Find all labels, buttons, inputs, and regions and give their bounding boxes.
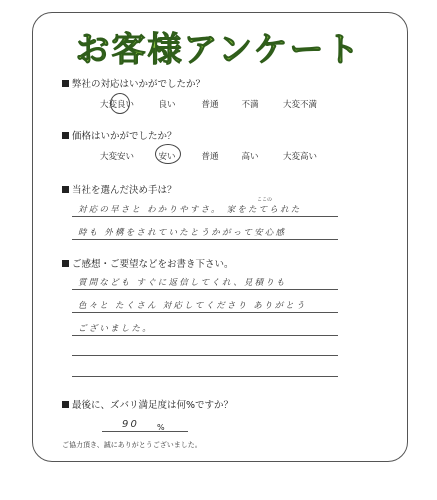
question-reason — [62, 182, 177, 196]
question-satisfaction-label: 最後に、ズバリ満足度は何%ですか？ — [72, 400, 234, 411]
answer-line — [72, 216, 338, 217]
question-satisfaction — [62, 397, 233, 411]
question-comments-label: ご感想・ご要望などをお書き下さい。 — [72, 259, 234, 270]
question-comments — [62, 256, 234, 270]
option-good[interactable]: 良い — [158, 100, 176, 110]
handwritten-note-small: ここの — [257, 197, 273, 203]
answer-line — [72, 355, 338, 356]
bullet-icon — [62, 186, 69, 193]
option-normal[interactable]: 普通 — [201, 100, 219, 110]
bullet-icon — [62, 260, 69, 267]
survey-title: お客様アンケート — [75, 30, 362, 70]
answer-line — [72, 289, 338, 290]
handwritten-reason-line-2: 時も 外構をされていたとうかがって安心感 — [78, 228, 287, 238]
question-reason-label: 当社を選んだ決め手は？ — [72, 185, 177, 196]
bullet-icon — [62, 132, 69, 139]
selection-circle — [155, 144, 181, 164]
option-cheap[interactable]: 安い — [158, 152, 176, 162]
option-very-dissatisfied[interactable]: 大変不満 — [282, 100, 318, 110]
selection-circle — [110, 93, 130, 114]
answer-line — [72, 376, 338, 377]
answer-line — [72, 312, 338, 313]
handwritten-comment-line-2: 色々と たくさん 対応してくださり ありがとう — [78, 301, 307, 311]
handwritten-reason-line-1: 対応の早さと わかりやすさ。 家をたてられた — [78, 205, 302, 215]
handwritten-comment-line-1: 質問なども すぐに返信してくれ、見積りも — [78, 278, 287, 288]
answer-line — [72, 239, 338, 240]
handwritten-comment-line-3: ございました。 — [78, 324, 153, 334]
question-service-label: 弊社の対応はいかがでしたか？ — [72, 79, 206, 90]
question-price — [62, 128, 177, 142]
option-very-cheap[interactable]: 大変安い — [99, 152, 135, 162]
satisfaction-value: 90 — [122, 419, 140, 430]
option-very-good[interactable]: 大変良い — [99, 100, 135, 110]
percent-unit: % — [157, 423, 165, 432]
question-price-label: 価格はいかがでしたか？ — [72, 131, 177, 142]
answer-line — [72, 335, 338, 336]
bullet-icon — [62, 80, 69, 87]
satisfaction-answer-line — [102, 431, 188, 432]
option-expensive[interactable]: 高い — [241, 152, 259, 162]
option-dissatisfied[interactable]: 不満 — [241, 100, 259, 110]
option-very-expensive[interactable]: 大変高い — [282, 152, 318, 162]
bullet-icon — [62, 401, 69, 408]
option-normal-price[interactable]: 普通 — [201, 152, 219, 162]
thank-you-note: ご協力頂き、誠にありがとうございました。 — [62, 441, 202, 449]
question-service — [62, 76, 205, 90]
